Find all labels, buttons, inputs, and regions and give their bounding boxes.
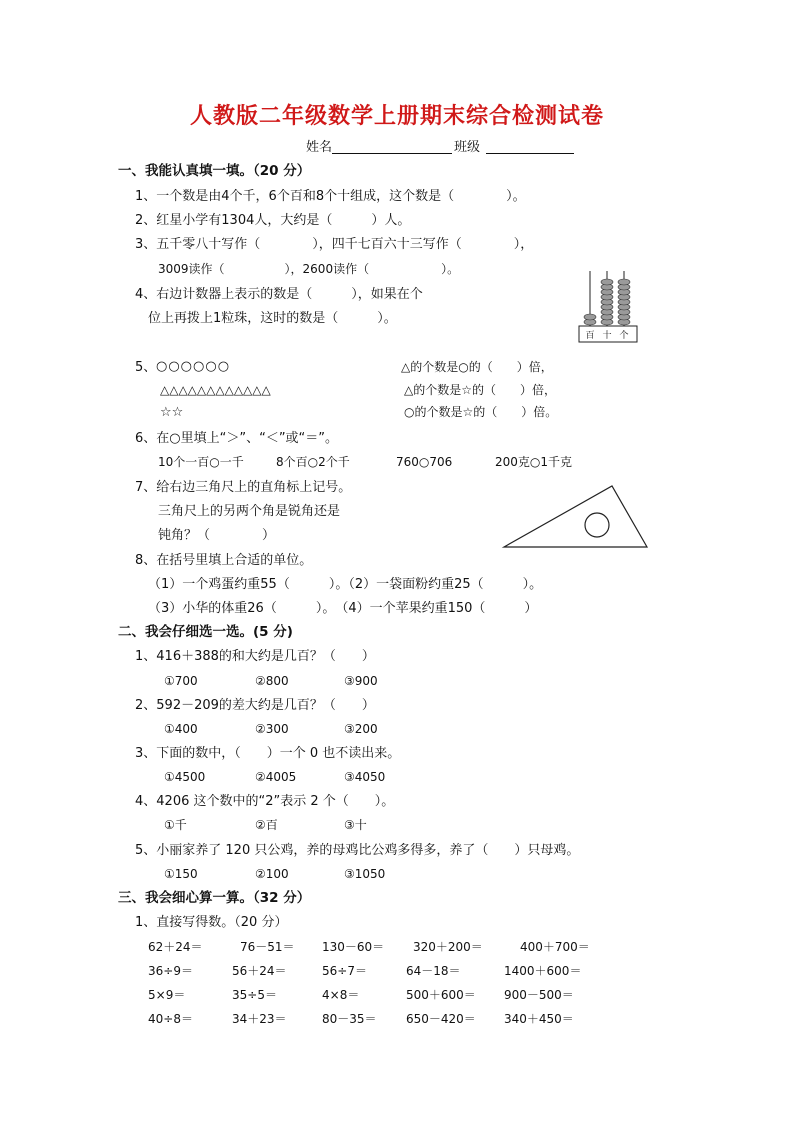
calc-r2-c4: 64－18＝ <box>406 964 461 978</box>
q5-triangles: △△△△△△△△△△△△ <box>160 383 271 397</box>
calc-r3-c5: 900－500＝ <box>504 988 574 1002</box>
question-1-8-line2: （3）小华的体重26（ ）。 （4）一个苹果约重150（ ） <box>148 601 538 616</box>
student-info <box>306 140 574 154</box>
q5-circles: ○○○○○○ <box>156 359 231 374</box>
question-1-7-line1: 7、给右边三角尺上的直角标上记号。 <box>135 480 352 495</box>
calc-r3-c2: 35÷5＝ <box>232 988 277 1002</box>
q2-3-option-2[interactable]: ②4005 <box>255 770 297 784</box>
q5-stars: ☆☆ <box>160 405 184 420</box>
calc-r3-c1: 5×9＝ <box>148 988 186 1002</box>
calc-r2-c3: 56÷7＝ <box>322 964 367 978</box>
class-label: 班级 <box>454 140 481 155</box>
q5-answer-a: △的个数是○的（ ）倍， <box>401 360 553 374</box>
section2-heading: 二、我会仔细选一选。(5 分) <box>118 624 293 640</box>
q2-5-option-3[interactable]: ③1050 <box>344 867 386 881</box>
section1-heading: 一、我能认真填一填。（20 分） <box>118 163 311 179</box>
calc-r1-c5: 400＋700＝ <box>520 940 590 954</box>
q2-2-option-3[interactable]: ③200 <box>344 722 378 736</box>
question-1-8: 8、在括号里填上合适的单位。 <box>135 553 313 568</box>
q2-4-option-3[interactable]: ③十 <box>344 818 367 832</box>
q5-answer-b: △的个数是☆的（ ）倍， <box>404 383 556 397</box>
triangle-ruler <box>504 486 647 547</box>
q2-2-option-2[interactable]: ②300 <box>255 722 289 736</box>
name-label: 姓名 <box>306 140 333 155</box>
question-1-6: 6、在○里填上“＞”、“＜”或“＝”。 <box>135 431 339 446</box>
section3-sub1: 1、直接写得数。（20 分） <box>135 915 288 930</box>
question-1-4-line1: 4、右边计数器上表示的数是（ ），如果在个 <box>135 287 423 302</box>
q6-item-3: 760○706 <box>396 455 453 469</box>
calc-r4-c1: 40÷8＝ <box>148 1012 193 1026</box>
question-1-4-line2: 位上再拨上1粒珠，这时的数是（ ）。 <box>148 311 397 326</box>
calc-r2-c2: 56＋24＝ <box>232 964 287 978</box>
q6-item-2: 8个百○2个千 <box>276 455 350 469</box>
abacus-label-ones: 个 <box>619 331 629 341</box>
q5-answer-c: ○的个数是☆的（ ）倍。 <box>404 405 558 419</box>
calc-r4-c3: 80－35＝ <box>322 1012 377 1026</box>
q2-4-option-2[interactable]: ②百 <box>255 818 278 832</box>
q6-item-1: 10个一百○一千 <box>158 455 244 469</box>
q6-item-4: 200克○1千克 <box>495 455 573 469</box>
q2-1-option-1[interactable]: ①700 <box>164 674 198 688</box>
question-1-3-line1: 3、五千零八十写作（ ），四千七百六十三写作（ ）， <box>135 237 534 252</box>
q2-1-option-2[interactable]: ②800 <box>255 674 289 688</box>
calc-r4-c4: 650－420＝ <box>406 1012 476 1026</box>
triangle-ruler-hole <box>585 513 609 537</box>
calc-r1-c1: 62＋24＝ <box>148 940 203 954</box>
calc-r2-c5: 1400＋600＝ <box>504 964 582 978</box>
calc-r3-c3: 4×8＝ <box>322 988 360 1002</box>
calc-r1-c3: 130－60＝ <box>322 940 385 954</box>
question-1-7-line3: 钝角？（ ） <box>158 528 276 543</box>
question-1-5-label: 5、 <box>135 360 157 375</box>
calc-r1-c4: 320＋200＝ <box>413 940 483 954</box>
q2-3-option-3[interactable]: ③4050 <box>344 770 386 784</box>
question-2-5: 5、小丽家养了 120 只公鸡，养的母鸡比公鸡多得多，养了（ ）只母鸡。 <box>135 843 580 858</box>
page-title: 人教版二年级数学上册期末综合检测试卷 <box>189 104 604 129</box>
question-1-3-line2: 3009读作（ ），2600读作（ ）。 <box>158 262 460 276</box>
abacus-label-hundreds: 百 <box>585 331 595 341</box>
name-field[interactable] <box>332 140 452 154</box>
question-1-7-line2: 三角尺上的另两个角是锐角还是 <box>158 504 341 519</box>
q2-5-option-1[interactable]: ①150 <box>164 867 198 881</box>
question-2-1: 1、416＋388的和大约是几百？（ ） <box>135 649 375 664</box>
calc-r4-c2: 34＋23＝ <box>232 1012 287 1026</box>
calc-r4-c5: 340＋450＝ <box>504 1012 574 1026</box>
class-field[interactable] <box>486 140 574 154</box>
q2-5-option-2[interactable]: ②100 <box>255 867 289 881</box>
question-2-4: 4、4206 这个数中的“2”表示 2 个（ ）。 <box>135 794 395 809</box>
calc-r2-c1: 36÷9＝ <box>148 964 193 978</box>
question-2-3: 3、下面的数中，（ ）一个 0 也不读出来。 <box>135 746 401 761</box>
question-1-1: 1、一个数是由4个千，6个百和8个十组成，这个数是（ ）。 <box>135 189 526 204</box>
section3-heading: 三、我会细心算一算。（32 分） <box>118 890 311 906</box>
abacus-figure <box>578 268 640 346</box>
abacus-label-tens: 十 <box>602 331 612 341</box>
question-1-8-line1: （1）一个鸡蛋约重55（ ）。（2）一袋面粉约重25（ ）。 <box>148 577 543 592</box>
calc-r1-c2: 76－51＝ <box>240 940 295 954</box>
triangle-ruler-figure <box>500 482 652 552</box>
q2-4-option-1[interactable]: ①千 <box>164 818 187 832</box>
q2-3-option-1[interactable]: ①4500 <box>164 770 206 784</box>
question-2-2: 2、592－209的差大约是几百？（ ） <box>135 698 375 713</box>
question-1-2: 2、红星小学有1304人，大约是（ ）人。 <box>135 213 411 228</box>
calc-r3-c4: 500＋600＝ <box>406 988 476 1002</box>
q2-1-option-3[interactable]: ③900 <box>344 674 378 688</box>
q2-2-option-1[interactable]: ①400 <box>164 722 198 736</box>
